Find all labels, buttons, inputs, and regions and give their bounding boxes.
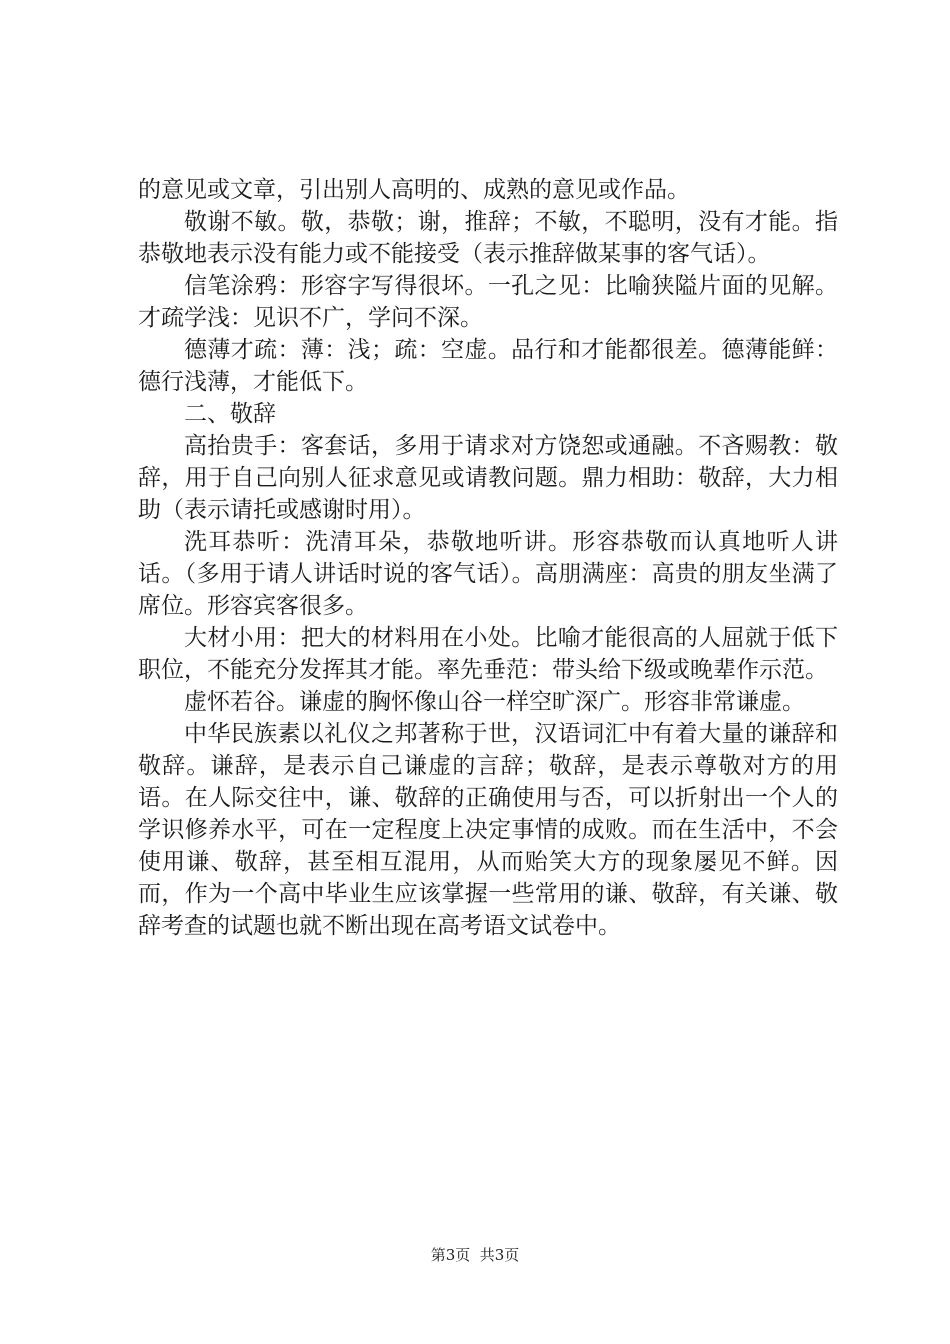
paragraph-dacai-xiaoyong: 大材小用：把大的材料用在小处。比喻才能很高的人屈就于低下职位，不能充分发挥其才能。率先垂范：带头给下级或晚辈作示范。 (138, 625, 838, 683)
page-footer: 第3页 共3页 (430, 1246, 520, 1264)
paragraph-gaotai-guishou: 高抬贵手：客套话，多用于请求对方饶恕或通融。不吝赐教：敬辞，用于自己向别人征求意见或请教问题。鼎力相助：敬辞，大力相助（表示请托或感谢时用）。 (138, 433, 838, 523)
paragraph-xuhuai-ruogu: 虚怀若谷。谦虚的胸怀像山谷一样空旷深广。形容非常谦虚。 (184, 689, 805, 715)
paragraph-xinbi-tuya: 信笔涂鸦：形容字写得很坏。一孔之见：比喻狭隘片面的见解。才疏学浅：见识不广，学问不深。 (138, 273, 838, 331)
section-heading-jingci: 二、敬辞 (184, 401, 276, 427)
document-body (138, 174, 838, 942)
paragraph-jingxie-bumin: 敬谢不敏。敬，恭敬；谢，推辞；不敏，不聪明，没有才能。指恭敬地表示没有能力或不能接受（表示推辞做某事的客气话）。 (138, 209, 838, 267)
paragraph-debo-caishu: 德薄才疏：薄：浅；疏：空虚。品行和才能都很差。德薄能鲜：德行浅薄，才能低下。 (138, 337, 838, 395)
paragraph-summary: 中华民族素以礼仪之邦著称于世，汉语词汇中有着大量的谦辞和敬辞。谦辞，是表示自己谦虚的言辞；敬辞，是表示尊敬对方的用语。在人际交往中，谦、敬辞的正确使用与否，可以折射出一个人的学识修养水平，可在一定程度上决定事情的成败。而在生活中，不会使用谦、敬辞，甚至相互混用，从而贻笑大方的现象屡见不鲜。因而，作为一个高中毕业生应该掌握一些常用的谦、敬辞，有关谦、敬辞考查的试题也就不断出现在高考语文试卷中。 (138, 721, 838, 939)
paragraph-continuation: 的意见或文章，引出别人高明的、成熟的意见或作品。 (138, 177, 690, 203)
paragraph-xier-gongting: 洗耳恭听：洗清耳朵，恭敬地听讲。形容恭敬而认真地听人讲话。（多用于请人讲话时说的客气话）。高朋满座：高贵的朋友坐满了席位。形容宾客很多。 (138, 529, 838, 619)
